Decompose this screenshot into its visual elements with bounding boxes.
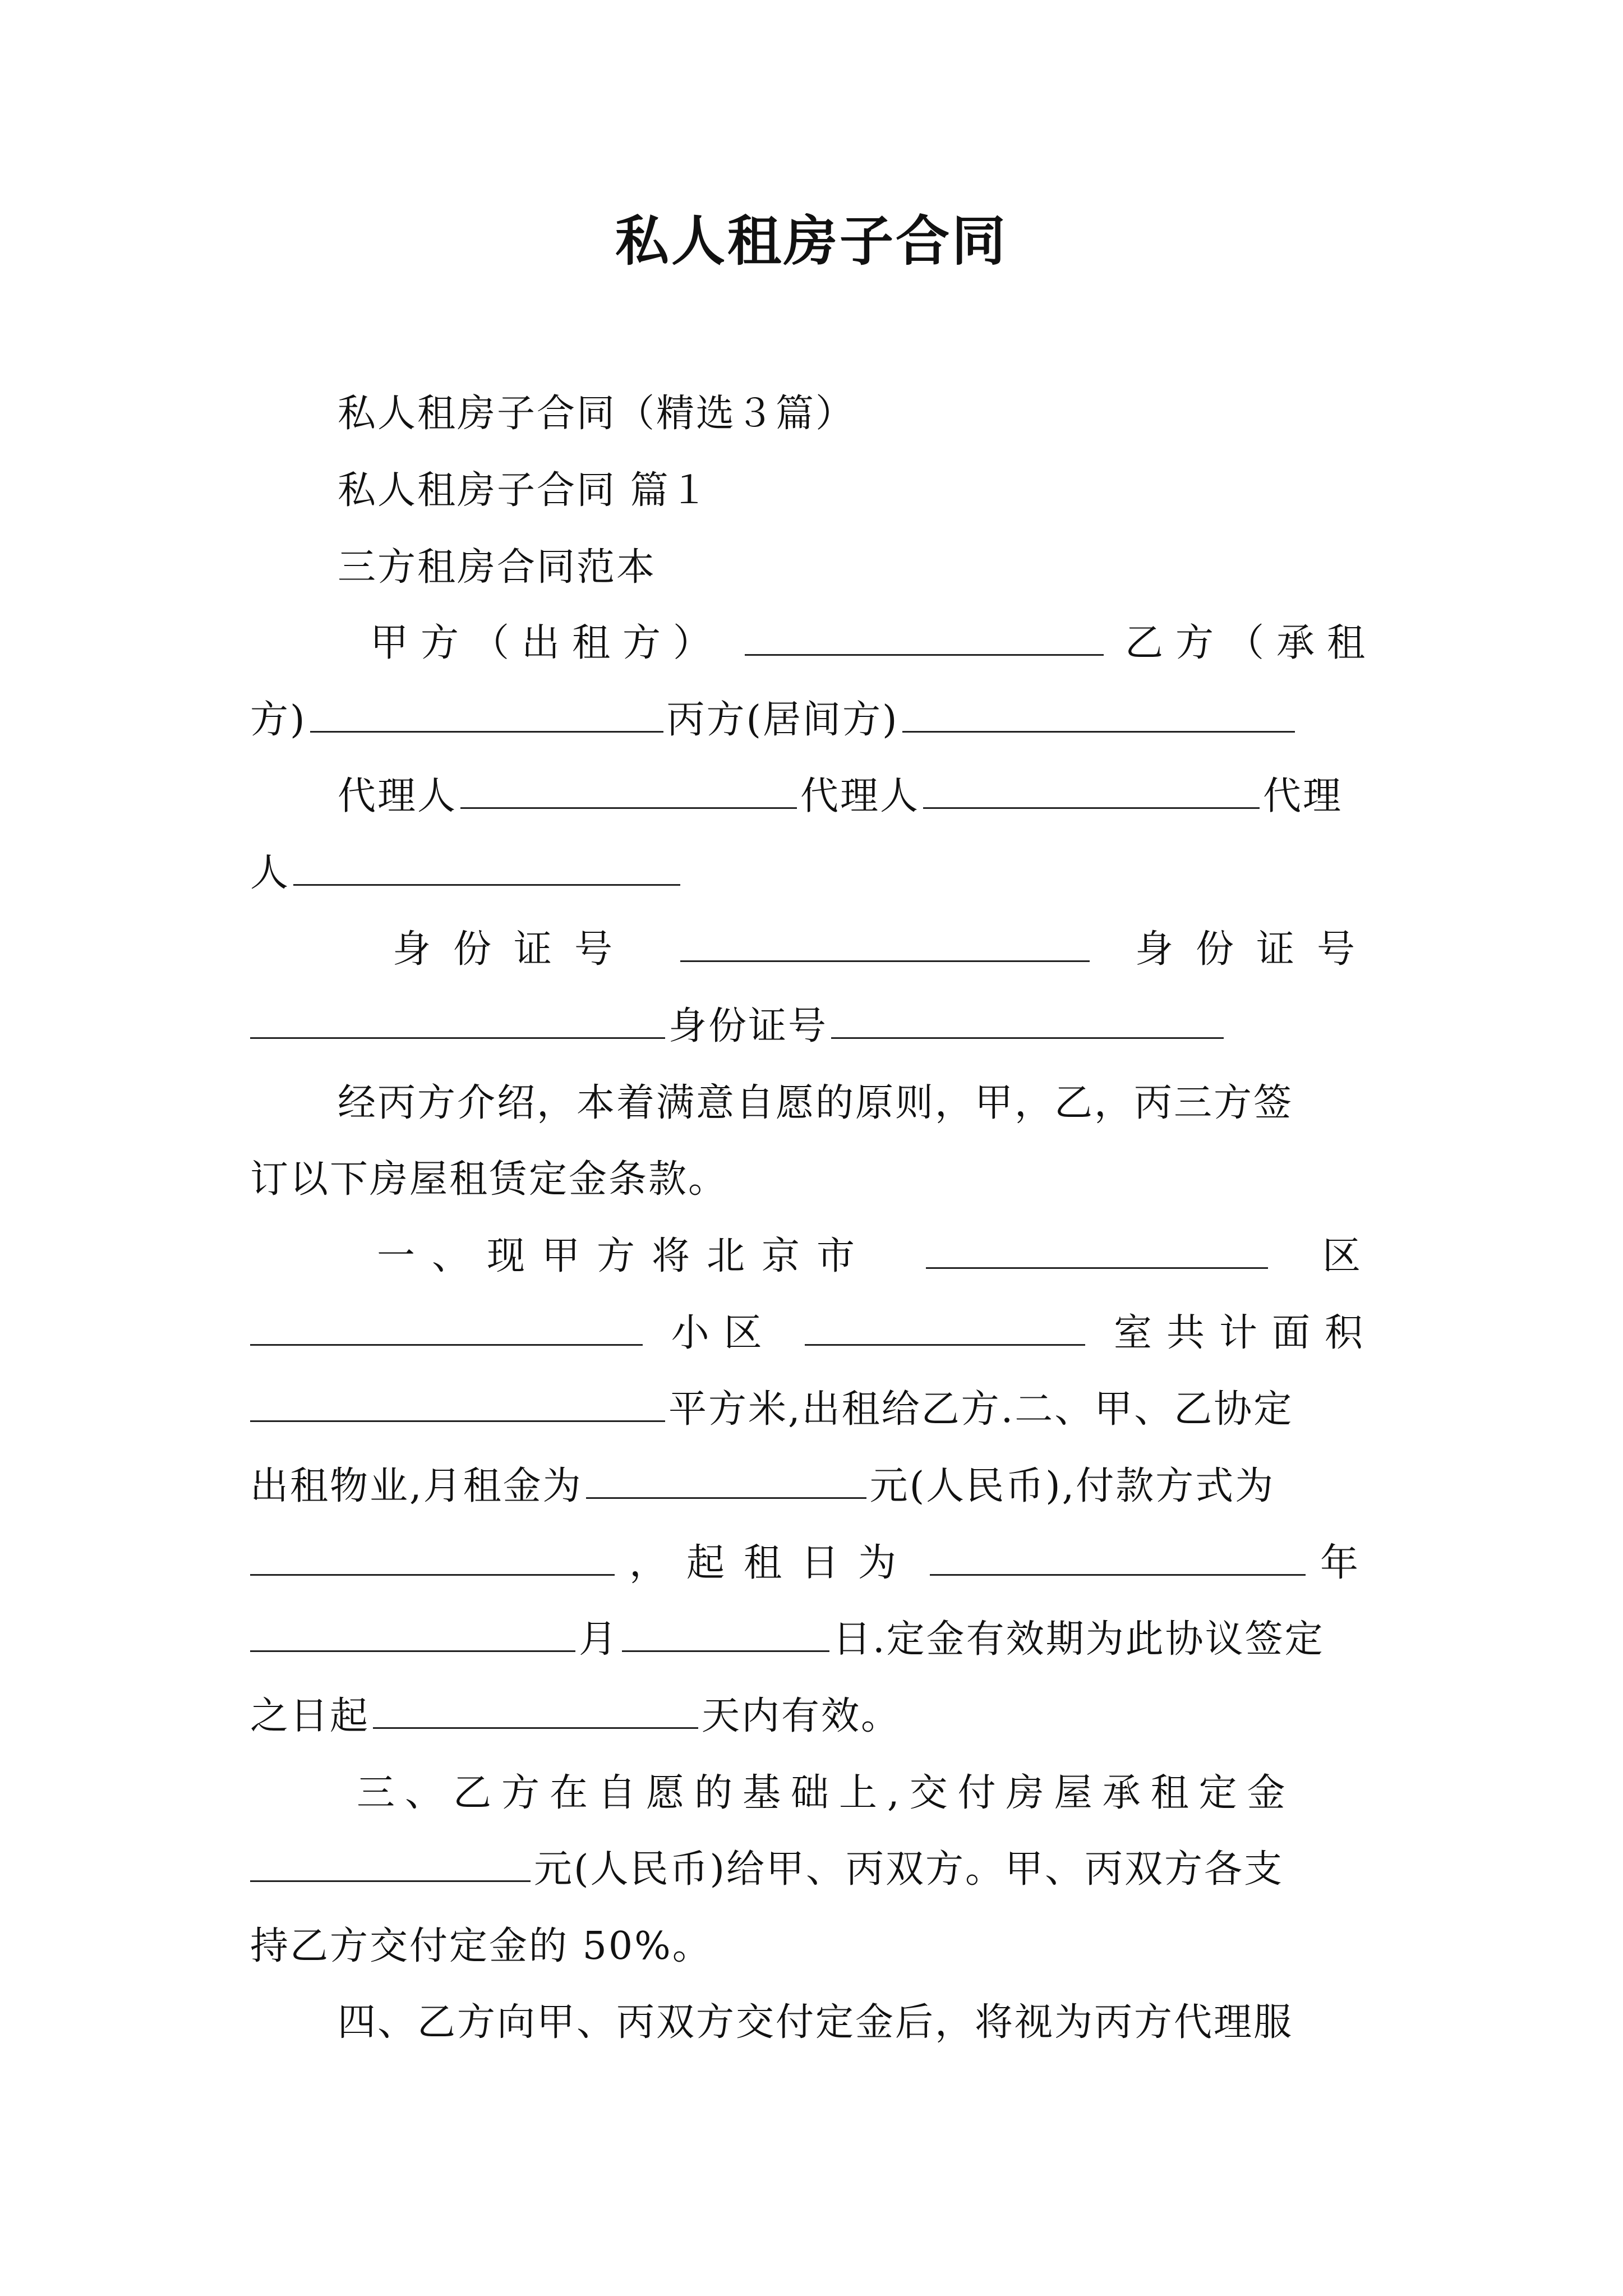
validity-start: 之日起 <box>250 1694 370 1738</box>
id-line-2 <box>250 999 1377 1055</box>
party-c-blank[interactable] <box>902 697 1295 733</box>
id-line <box>393 922 1377 978</box>
section-heading: 私人租房子合同 篇１ <box>338 468 710 513</box>
id-label-2: 身份证号 <box>1135 927 1377 972</box>
validity-text: 日.定金有效期为此协议签定 <box>833 1617 1325 1662</box>
year-blank[interactable] <box>930 1540 1306 1576</box>
clause-2-line-3 <box>250 1612 1377 1668</box>
id-label-1: 身份证号 <box>393 927 635 972</box>
party-line-2 <box>250 692 1377 748</box>
party-b-label: 乙方（承租 <box>1124 621 1377 665</box>
agent-blank-2[interactable] <box>923 774 1260 809</box>
intro-line-1: 经丙方介绍，本着满意自愿的原则，甲，乙，丙三方签 <box>338 1081 1294 1125</box>
id-blank-2[interactable] <box>250 1004 665 1039</box>
party-b-blank[interactable] <box>310 697 663 733</box>
payment-label: 元(人民币),付款方式为 <box>869 1464 1275 1508</box>
clause-4-line: 四、乙方向甲、丙双方交付定金后，将视为丙方代理服 <box>338 2000 1294 2045</box>
clause-3-line-2 <box>250 1842 1377 1898</box>
room-label: 室共计面积 <box>1113 1311 1377 1355</box>
id-label-3: 身份证号 <box>668 1004 828 1048</box>
community-label: 小区 <box>671 1311 777 1355</box>
month-blank[interactable] <box>250 1617 575 1652</box>
deposit-text: 元(人民币)给甲、丙双方。甲、丙双方各支 <box>534 1847 1284 1892</box>
clause-2-line <box>250 1458 1377 1515</box>
agent-blank-1[interactable] <box>460 774 797 809</box>
month-label: 月 <box>579 1617 619 1662</box>
clause-1-line <box>377 1228 1377 1285</box>
party-a-label: 甲方（出租方） <box>370 621 724 665</box>
agent-label-3: 代理 <box>1263 774 1343 818</box>
community-blank[interactable] <box>250 1310 643 1346</box>
party-a-blank[interactable] <box>745 620 1104 656</box>
clause-1-line-3 <box>250 1382 1377 1438</box>
clause-1-text: 一、现甲方将北京市 <box>377 1234 872 1278</box>
deposit-blank[interactable] <box>250 1847 531 1882</box>
clause-2-line-2 <box>250 1535 1377 1591</box>
contract-name: 三方租房合同范本 <box>338 545 657 590</box>
party-line <box>370 615 1377 671</box>
id-blank-1[interactable] <box>680 927 1090 962</box>
agent-line <box>338 769 1377 825</box>
subtitle-line: 私人租房子合同（精选３篇） <box>338 392 856 436</box>
district-blank[interactable] <box>926 1234 1268 1269</box>
district-label: 区 <box>1322 1234 1377 1278</box>
room-blank[interactable] <box>805 1310 1085 1346</box>
year-label: 年 <box>1320 1541 1377 1585</box>
document-title: 私人租房子合同 <box>615 209 1008 273</box>
area-blank[interactable] <box>250 1387 665 1422</box>
payment-blank[interactable] <box>250 1540 615 1576</box>
id-blank-3[interactable] <box>831 1004 1224 1039</box>
clause-3-line-3: 持乙方交付定金的 50%。 <box>250 1924 712 1968</box>
start-date-label: ，起租日为 <box>629 1541 915 1585</box>
party-b-suffix: 方) <box>250 698 307 742</box>
intro-line-2: 订以下房屋租赁定金条款。 <box>250 1157 728 1202</box>
agent-label-1: 代理人 <box>338 774 458 818</box>
area-text: 平方米,出租给乙方.二、甲、乙协定 <box>668 1387 1294 1432</box>
agent-label-3-suffix: 人 <box>250 851 291 895</box>
party-c-label: 丙方(居间方) <box>666 698 899 742</box>
rent-label: 出租物业,月租金为 <box>250 1464 583 1508</box>
clause-3-line: 三、乙方在自愿的基础上,交付房屋承租定金 <box>357 1771 1295 1815</box>
clause-2-line-4 <box>250 1688 1377 1745</box>
days-blank[interactable] <box>373 1694 698 1729</box>
clause-1-line-2 <box>250 1305 1377 1361</box>
rent-blank[interactable] <box>586 1464 866 1499</box>
day-blank[interactable] <box>622 1617 829 1652</box>
validity-end: 天内有效。 <box>702 1694 901 1738</box>
agent-blank-3[interactable] <box>293 850 680 886</box>
agent-line-2 <box>250 845 1377 901</box>
agent-label-2: 代理人 <box>800 774 920 818</box>
